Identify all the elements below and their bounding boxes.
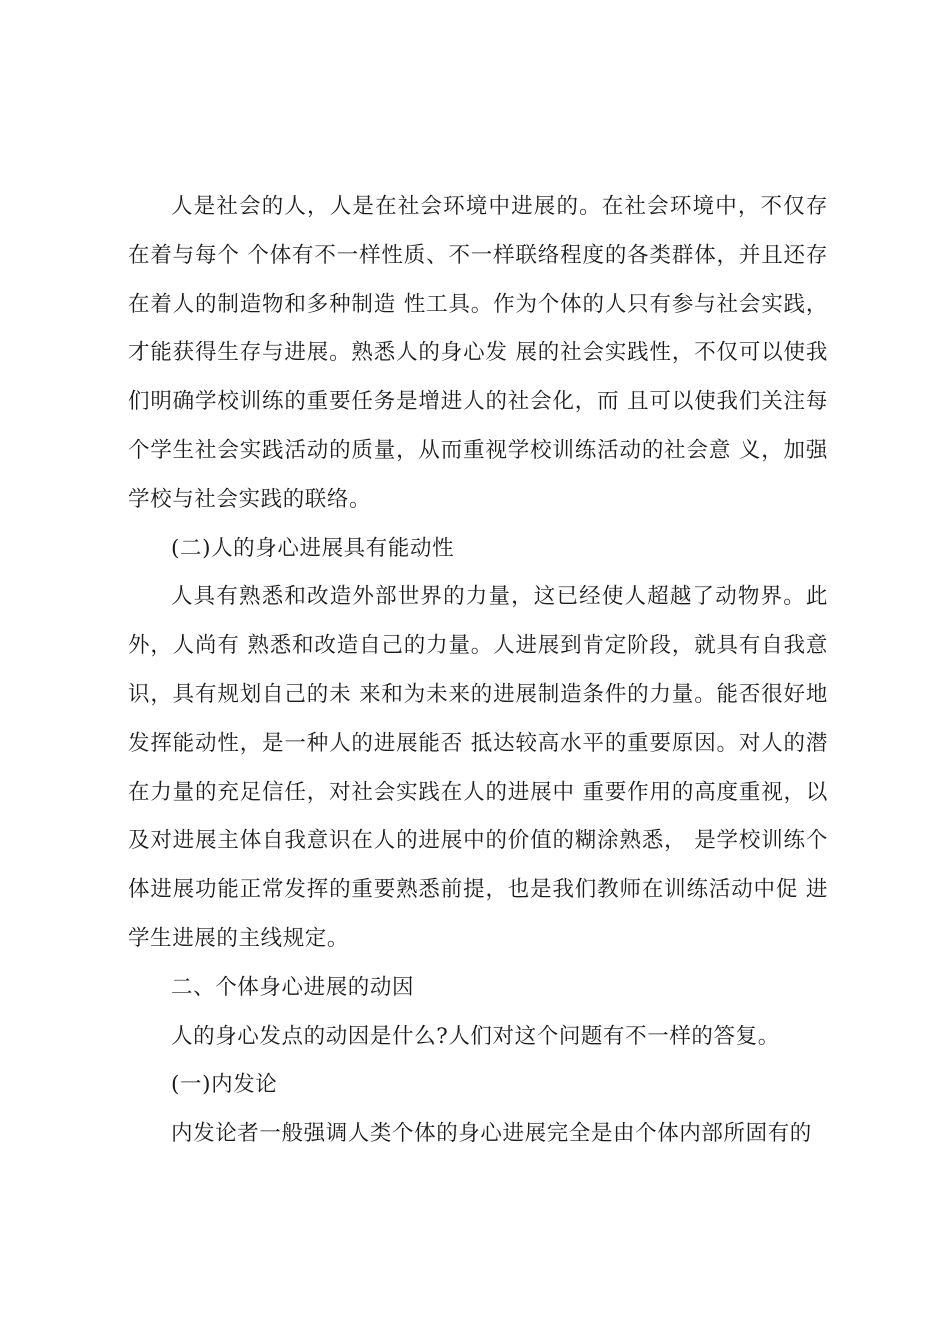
section-heading-innate-theory: (一)内发论 [171,1072,278,1098]
paragraph-social-practice: 人是社会的人，人是在社会环境中进展的。在社会环境中，不仅存在着与每个 个体有不一样性质、不一样联络程度的各类群体，并且还存在着人的制造物和多种制造 性工具。作为个体的人只有参与社会实践，才能获得生存与进展。熟悉人的身心发 展的社会实践性，不仅可以使我们明确学校训练的重要任务是增进人的社会化，而 且可以使我们关注每个学生社会实践活动的质量，从而重视学校训练活动的社会意 义，加强学校与社会实践的联络。 [128,194,828,512]
paragraph-innate-theory: 内发论者一般强调人类个体的身心进展完全是由个体内部所固有的 [171,1121,812,1147]
paragraph-initiative: 人具有熟悉和改造外部世界的力量，这已经使人超越了动物界。此外，人尚有 熟悉和改造自己的力量。人进展到肯定阶段，就具有自我意识，具有规划自己的未 来和为未来的进展制造条件的力量。能否很好地发挥能动性，是一种人的进展能否 抵达较高水平的重要原因。对人的潜在力量的充足信任，对社会实践在人的进展中 重要作用的高度重视，以及对进展主体自我意识在人的进展中的价值的糊涂熟悉， 是学校训练个体进展功能正常发挥的重要熟悉前提，也是我们教师在训练活动中促 进学生进展的主线规定。 [128,584,828,951]
section-heading-motives: 二、个体身心进展的动因 [171,974,415,1000]
document-body [128,183,828,1159]
paragraph-question: 人的身心发点的动因是什么?人们对这个问题有不一样的答复。 [171,1023,780,1049]
section-heading-initiative: (二)人的身心进展具有能动性 [171,535,455,561]
